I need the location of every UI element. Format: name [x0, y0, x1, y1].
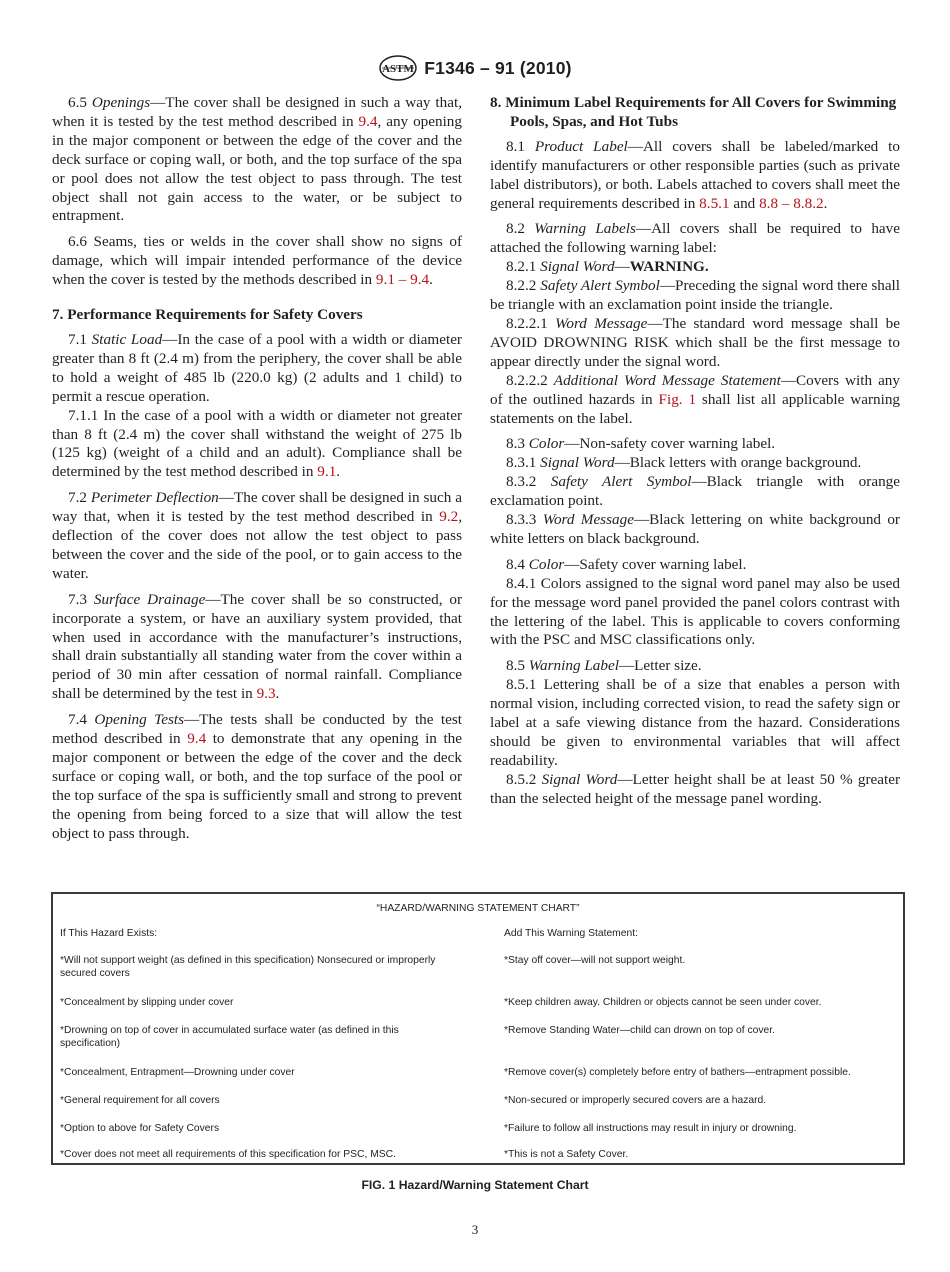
page-number: 3 [471, 1222, 479, 1237]
warning-cell: *Failure to follow all instructions may result in injury or drowning. [504, 1123, 797, 1134]
para-text: —Letter height shall be at least 50 % greater than the selected height of the message panel wording. [490, 770, 901, 807]
para-number: 6.6 [68, 233, 87, 251]
para-text: , any opening in the major component or between the edge of the cover and the deck surface or coping wall, or both, and the top surface of the spa or pool does not allow the test object to pass through. The test object shall not gain access to the water, or be subject to entrapment. [52, 112, 462, 225]
para-text: — [614, 258, 630, 276]
para-title: Surface Drainage [93, 590, 206, 608]
ref-link-9-4[interactable]: 9.4 [358, 112, 378, 130]
para-text: —Covers with any of the outlined hazards in [490, 371, 900, 408]
ref-link-8-5-1[interactable]: 8.5.1 [699, 194, 730, 212]
para-title: Signal Word [540, 258, 615, 276]
paragraph-8-5-1 [490, 676, 900, 771]
para-text: and [729, 194, 760, 212]
para-text: —The tests shall be conducted by the test method described in [52, 711, 463, 748]
para-title: Safety Alert Symbol [550, 473, 692, 491]
warning-cell: *Stay off cover—will not support weight. [504, 955, 686, 966]
warning-cell: *Keep children away. Children or objects cannot be seen under cover. [504, 997, 822, 1008]
para-number: 8.2.2.2 [506, 371, 548, 389]
chart-title: “HAZARD/WARNING STATEMENT CHART” [376, 903, 580, 914]
para-title: Openings [91, 94, 151, 111]
hazard-cell: *Option to above for Safety Covers [60, 1123, 220, 1134]
para-title: Static Load [91, 330, 163, 348]
para-number: 8.5 [506, 657, 525, 675]
para-title: Perimeter Deflection [90, 489, 219, 507]
paragraph-7-3 [52, 591, 462, 704]
para-title: Word Message [555, 314, 648, 332]
paragraph-8-4 [490, 556, 900, 575]
para-number: 6.5 [68, 94, 87, 111]
paragraph-6-6 [52, 233, 462, 290]
para-text: , deflection of the cover does not allow the test object to pass between the cover and the side of the pool, or to gain access to the water. [52, 508, 462, 582]
para-title: Warning Labels [534, 220, 636, 238]
signal-word: WARNING. [629, 258, 709, 276]
paragraph-8-2-2 [490, 277, 900, 315]
paragraph-7-4 [52, 711, 462, 843]
warning-cell: *Non-secured or improperly secured covers are a hazard. [504, 1095, 767, 1106]
para-text: . [823, 194, 828, 212]
para-title: Word Message [542, 511, 634, 529]
svg-text:ASTM: ASTM [382, 63, 415, 75]
paragraph-6-5 [52, 94, 462, 226]
paragraph-8-2 [490, 220, 900, 258]
para-title: Signal Word [541, 770, 618, 788]
para-text: —The cover shall be so constructed, or incorporate a system, or have an auxiliary system provided, that when used in accordance with the manufacturer’s instructions, shall drain substantially all standing water from the cover within a period of 30 min after cessation of normal rainfall. Compliance shall be determined by the test in [52, 590, 462, 703]
para-title: Product Label [534, 137, 628, 155]
para-text: shall list all applicable warning statements on the label. [490, 390, 901, 427]
ref-link-8-8[interactable]: 8.8 – 8.8.2 [759, 194, 824, 212]
para-text: In the case of a pool with a width or diameter not greater than 8 ft (2.4 m) the cover shall withstand the weight of 275 lb (125 kg) (weight of a child and an adult). Compliance shall be determined by the test method described in [52, 406, 463, 481]
para-number: 8.3.1 [506, 454, 537, 472]
paragraph-8-3-3 [490, 511, 900, 549]
para-number: 8.3.2 [506, 473, 537, 491]
paragraph-7-1-1 [52, 407, 462, 483]
para-number: 8.2.2.1 [506, 314, 548, 332]
para-number: 7.4 [68, 711, 87, 729]
para-text: Lettering shall be of a size that enables a person with normal vision, including corrected vision, to read the safety sign or label at a safe viewing distance from the hazard. Considerations should be given to environmental variables that will affect readability. [490, 676, 900, 769]
page-header [0, 54, 950, 82]
hazard-cell: *Concealment, Entrapment—Drowning under cover [60, 1067, 295, 1078]
para-text: —In the case of a pool with a width or diameter greater than 8 ft (2.4 m) from the periphery, the cover shall be able to hold a weight of 485 lb (220.0 kg) (2 adults and 1 child) to permit a rescue operation. [52, 330, 462, 405]
ref-link-9-2[interactable]: 9.2 [439, 508, 459, 526]
hazard-cell: *Concealment by slipping under cover [60, 997, 234, 1008]
paragraph-8-4-1 [490, 575, 900, 651]
astm-logo-icon [378, 54, 418, 82]
paragraph-8-2-1 [490, 258, 900, 277]
paragraph-8-5-2 [490, 771, 900, 809]
para-title: Signal Word [540, 454, 615, 472]
paragraph-8-3 [490, 435, 900, 454]
para-text: —The cover shall be designed in such a way that, when it is tested by the test method described in [52, 94, 462, 130]
right-column [490, 94, 900, 809]
para-number: 8.3.3 [506, 511, 537, 529]
para-text: —Letter size. [618, 657, 702, 675]
para-text: —All covers shall be labeled/marked to identify manufacturers or other responsible parties (such as private label distributors), or both. Labels attached to covers shall meet the general requirements described in [490, 137, 900, 212]
para-number: 8.2.1 [506, 258, 537, 276]
para-number: 7.1 [68, 330, 87, 348]
section-8-heading: 8. Minimum Label Requirements for All Covers for Swimming Pools, Spas, and Hot Tubs [490, 94, 897, 130]
paragraph-8-2-2-1 [490, 315, 900, 372]
para-title: Color [528, 555, 565, 573]
para-title: Safety Alert Symbol [540, 277, 660, 295]
warning-cell: *This is not a Safety Cover. [504, 1149, 629, 1160]
para-text: —Non-safety cover warning label. [564, 435, 776, 453]
para-text: Seams, ties or welds in the cover shall show no signs of damage, which will impair intended performance of the device when the cover is tested by the methods described in [52, 233, 462, 289]
ref-link-9-3[interactable]: 9.3 [256, 685, 276, 703]
hazard-cell: *Will not support weight (as defined in this specification) Nonsecured or improperly secured covers [60, 955, 436, 979]
para-text: to demonstrate that any opening in the major component or between the edge of the cover and the deck surface or coping wall, or both, and the top surface of the pool or the top surface of the spa is sufficiently small and strong to prevent the opening from being forced to a size that will allow the test object to pass through. [52, 730, 462, 842]
para-text: Colors assigned to the signal word panel may also be used for the message word panel provided the panel colors contrast with the lettering of the label. This is applicable to covers conforming with the PSC and MSC classifications only. [490, 574, 901, 649]
para-title: Opening Tests [94, 711, 184, 729]
para-number: 8.5.2 [506, 770, 537, 788]
hazard-cell: *Cover does not meet all requirements of this specification for PSC, MSC. [60, 1149, 396, 1160]
paragraph-7-1 [52, 331, 462, 407]
para-text: . [429, 271, 433, 289]
section-7-heading: 7. Performance Requirements for Safety Covers [52, 306, 363, 324]
ref-link-fig-1[interactable]: Fig. 1 [658, 390, 697, 408]
hazard-cell: *General requirement for all covers [60, 1095, 220, 1106]
para-text: —All covers shall be required to have attached the following warning label: [490, 220, 900, 257]
para-text: —Black triangle with orange exclamation point. [490, 473, 900, 510]
para-number: 8.4 [506, 555, 525, 573]
hazard-cell: *Drowning on top of cover in accumulated surface water (as defined in this specification) [60, 1025, 399, 1049]
warning-cell: *Remove Standing Water—child can drown on top of cover. [504, 1025, 775, 1036]
ref-link-9-4[interactable]: 9.4 [187, 730, 207, 748]
hazard-warning-chart [51, 892, 905, 1165]
paragraph-8-1 [490, 138, 900, 214]
para-text: —Black letters with orange background. [614, 454, 862, 472]
paragraph-8-5 [490, 657, 900, 676]
paragraph-7-2 [52, 489, 462, 584]
para-number: 7.3 [68, 590, 87, 608]
para-number: 8.1 [506, 137, 525, 155]
warning-cell: *Remove cover(s) completely before entry of bathers—entrapment possible. [504, 1067, 851, 1078]
para-number: 8.3 [506, 435, 525, 453]
para-title: Warning Label [528, 657, 619, 675]
para-number: 7.1.1 [68, 406, 99, 424]
para-number: 8.2 [506, 220, 525, 238]
para-text: —Preceding the signal word there shall be triangle with an exclamation point inside the triangle. [490, 277, 900, 314]
para-text: . [336, 463, 341, 481]
para-number: 8.4.1 [506, 574, 537, 592]
ref-link-9-1-9-4[interactable]: 9.1 – 9.4 [375, 271, 430, 289]
ref-link-9-1[interactable]: 9.1 [317, 463, 337, 481]
para-text: —The cover shall be designed in such a way that, when it is tested by the test method described in [52, 489, 463, 526]
para-number: 7.2 [68, 489, 87, 507]
paragraph-8-3-1 [490, 454, 900, 473]
para-number: 8.5.1 [506, 676, 537, 694]
para-text: —The standard word message shall be AVOID DROWNING RISK which shall be the first message to appear directly under the signal word. [490, 314, 901, 370]
para-text: —Black lettering on white background or white letters on black background. [490, 511, 900, 547]
column-header-hazard: If This Hazard Exists: [60, 928, 158, 939]
para-number: 8.2.2 [506, 277, 537, 295]
para-text: . [275, 685, 280, 703]
paragraph-8-3-2 [490, 473, 900, 511]
left-column [52, 94, 462, 844]
document-id: F1346 – 91 (2010) [424, 57, 572, 78]
para-text: —Safety cover warning label. [564, 555, 747, 573]
para-title: Color [528, 435, 565, 453]
paragraph-8-2-2-2 [490, 372, 900, 429]
figure-caption: FIG. 1 Hazard/Warning Statement Chart [361, 1178, 589, 1192]
column-header-warning: Add This Warning Statement: [504, 928, 638, 939]
para-title: Additional Word Message Statement [553, 371, 781, 389]
